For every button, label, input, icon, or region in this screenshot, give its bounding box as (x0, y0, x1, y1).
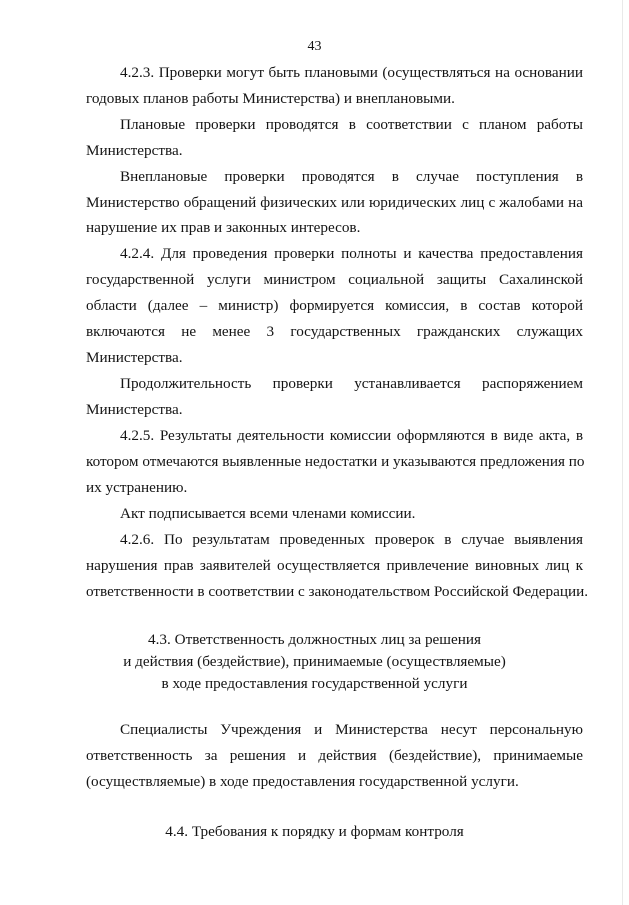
page-number: 43 (307, 39, 322, 54)
paragraph-4-2-6-line-3: ответственности в соответствии с законодательством Российской Федерации. (86, 583, 589, 600)
paragraph-unplanned-line-2: Министерство обращений физических или юридических лиц с жалобами на (86, 194, 583, 211)
paragraph-4-2-3-line-2: годовых планов работы Министерства) и внеплановыми. (86, 90, 455, 107)
paragraph-unplanned-line-3: нарушение их прав и законных интересов. (86, 219, 361, 236)
paragraph-4-2-4-line-5: Министерства. (86, 349, 183, 366)
scan-edge-line (622, 0, 623, 905)
paragraph-4-2-6-line-2: нарушения прав заявителей осуществляется привлечение виновных лиц к (86, 557, 583, 574)
paragraph-4-2-5-line-1: 4.2.5. Результаты деятельности комиссии оформляются в виде акта, в (120, 427, 583, 444)
paragraph-planned-line-2: Министерства. (86, 142, 183, 159)
section-4-3-heading-line-1: 4.3. Ответственность должностных лиц за решения (148, 631, 481, 648)
section-4-3-heading-line-2: и действия (бездействие), принимаемые (осуществляемые) (123, 653, 506, 670)
paragraph-responsibility-line-3: (осуществляемые) в ходе предоставления государственной услуги. (86, 773, 519, 790)
paragraph-duration-line-1: Продолжительность проверки устанавливается распоряжением (120, 375, 583, 392)
section-4-3-heading-line-3: в ходе предоставления государственной услуги (161, 675, 468, 692)
paragraph-responsibility-line-1: Специалисты Учреждения и Министерства несут персональную (120, 721, 583, 738)
paragraph-4-2-4-line-2: государственной услуги министром социальной защиты Сахалинской (86, 271, 583, 288)
paragraph-4-2-4-line-3: области (далее – министр) формируется комиссия, в состав которой (86, 297, 583, 314)
paragraph-act-signed: Акт подписывается всеми членами комиссии. (120, 505, 416, 522)
section-4-4-heading: 4.4. Требования к порядку и формам контроля (165, 823, 464, 840)
paragraph-4-2-3-line-1: 4.2.3. Проверки могут быть плановыми (осуществляться на основании (120, 64, 583, 81)
paragraph-responsibility-line-2: ответственность за решения и действия (бездействие), принимаемые (86, 747, 583, 764)
paragraph-4-2-5-line-3: их устранению. (86, 479, 188, 496)
paragraph-planned-line-1: Плановые проверки проводятся в соответствии с планом работы (120, 116, 583, 133)
paragraph-4-2-4-line-1: 4.2.4. Для проведения проверки полноты и качества предоставления (120, 245, 583, 262)
paragraph-4-2-6-line-1: 4.2.6. По результатам проведенных проверок в случае выявления (120, 531, 583, 548)
paragraph-unplanned-line-1: Внеплановые проверки проводятся в случае поступления в (120, 168, 583, 185)
paragraph-4-2-4-line-4: включаются не менее 3 государственных гражданских служащих (86, 323, 583, 340)
paragraph-4-2-5-line-2: котором отмечаются выявленные недостатки и указываются предложения по (86, 453, 585, 470)
paragraph-duration-line-2: Министерства. (86, 401, 183, 418)
